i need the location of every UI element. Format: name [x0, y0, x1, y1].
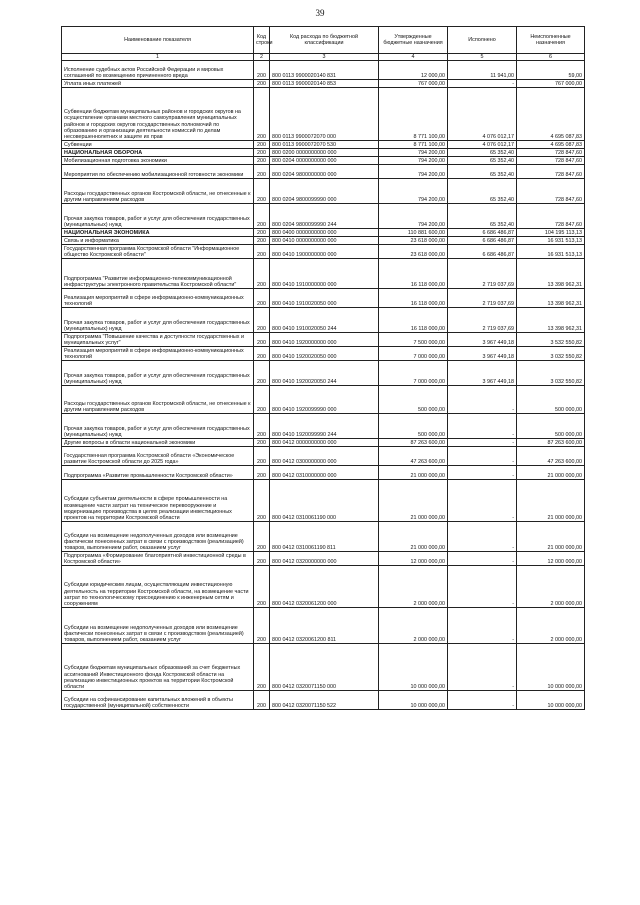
- row-approved-amount: 794 200,00: [379, 179, 448, 204]
- row-approved-amount: 500 000,00: [379, 386, 448, 414]
- row-executed-amount: -: [448, 566, 517, 608]
- row-expense-code: 800 0412 0310061190 000: [270, 480, 379, 522]
- row-executed-amount: -: [448, 522, 517, 552]
- row-approved-amount: 794 200,00: [379, 204, 448, 229]
- row-executed-amount: 3 967 449,18: [448, 347, 517, 361]
- row-unexecuted-amount: 21 000 000,00: [517, 480, 585, 522]
- row-approved-amount: 767 000,00: [379, 80, 448, 88]
- row-expense-code: 800 0113 9900020140 853: [270, 80, 379, 88]
- row-approved-amount: 10 000 000,00: [379, 691, 448, 710]
- row-line-code: 200: [254, 608, 270, 644]
- row-approved-amount: 10 000 000,00: [379, 644, 448, 691]
- row-unexecuted-amount: 500 000,00: [517, 414, 585, 439]
- table-row: [62, 644, 585, 691]
- row-approved-amount: 2 000 000,00: [379, 566, 448, 608]
- row-executed-amount: 2 719 037,69: [448, 289, 517, 308]
- row-expense-code: 800 0410 0000000000 000: [270, 237, 379, 245]
- row-line-code: 200: [254, 61, 270, 80]
- table-header-row: [62, 27, 585, 54]
- table-row: [62, 157, 585, 165]
- row-executed-amount: 3 967 449,18: [448, 333, 517, 347]
- row-indicator-name: Субсидии юридическим лицам, осуществляющим инвестиционную деятельность на территории Костромской области, на возмещение части затрат по технологическому присоединению к инженерным сетям и сооружениям: [62, 566, 254, 608]
- row-line-code: 200: [254, 165, 270, 179]
- row-unexecuted-amount: 87 263 600,00: [517, 439, 585, 447]
- table-row: [62, 480, 585, 522]
- header-unexecuted: Неисполненные назначения: [517, 27, 585, 54]
- table-row: [62, 414, 585, 439]
- table-row: [62, 237, 585, 245]
- table-row: [62, 179, 585, 204]
- row-unexecuted-amount: 3 032 550,82: [517, 347, 585, 361]
- row-line-code: 200: [254, 361, 270, 386]
- row-line-code: 200: [254, 141, 270, 149]
- row-executed-amount: 2 719 037,69: [448, 259, 517, 289]
- row-executed-amount: -: [448, 691, 517, 710]
- row-indicator-name: Государственная программа Костромской области "Информационное общество Костромской области": [62, 245, 254, 259]
- row-expense-code: 800 0204 9800099990 000: [270, 179, 379, 204]
- column-number: 1: [62, 54, 254, 61]
- header-executed: Исполнено: [448, 27, 517, 54]
- table-row: [62, 61, 585, 80]
- row-unexecuted-amount: 16 931 513,13: [517, 245, 585, 259]
- row-expense-code: 800 0412 0000000000 000: [270, 439, 379, 447]
- row-indicator-name: Подпрограмма "Развитие информационно-телекоммуникационной инфраструктуры электронного правительства Костромской области": [62, 259, 254, 289]
- column-number: 5: [448, 54, 517, 61]
- row-unexecuted-amount: 59,00: [517, 61, 585, 80]
- row-unexecuted-amount: 104 195 113,13: [517, 229, 585, 237]
- table-row: [62, 439, 585, 447]
- table-body: [62, 61, 585, 710]
- row-indicator-name: Подпрограмма "Повышение качества и доступности государственных и муниципальных услуг": [62, 333, 254, 347]
- row-executed-amount: 6 686 486,87: [448, 245, 517, 259]
- row-unexecuted-amount: 728 847,60: [517, 149, 585, 157]
- row-unexecuted-amount: 728 847,60: [517, 204, 585, 229]
- table-row: [62, 259, 585, 289]
- row-expense-code: 800 0410 1920099990 244: [270, 414, 379, 439]
- row-line-code: 200: [254, 414, 270, 439]
- row-approved-amount: 47 263 600,00: [379, 447, 448, 466]
- row-expense-code: 800 0410 1910020050 000: [270, 289, 379, 308]
- row-unexecuted-amount: 728 847,60: [517, 165, 585, 179]
- row-expense-code: 800 0400 0000000000 000: [270, 229, 379, 237]
- row-expense-code: 800 0204 9800099990 244: [270, 204, 379, 229]
- row-indicator-name: Мероприятия по обеспечению мобилизационной готовности экономики: [62, 165, 254, 179]
- row-unexecuted-amount: 16 931 513,13: [517, 237, 585, 245]
- row-expense-code: 800 0412 0320071150 000: [270, 644, 379, 691]
- row-approved-amount: 8 771 100,00: [379, 88, 448, 141]
- column-number-row: [62, 54, 585, 61]
- row-indicator-name: Субвенции бюджетам муниципальных районов и городских округов на осуществление органами местного самоуправления муниципальных районов и городских округов государственных полномочий по образованию и организации деятельности комиссий по делам несовершеннолетних и защите их прав: [62, 88, 254, 141]
- row-approved-amount: 87 263 600,00: [379, 439, 448, 447]
- row-line-code: 200: [254, 289, 270, 308]
- row-expense-code: 800 0410 1920020050 244: [270, 361, 379, 386]
- row-executed-amount: 65 352,40: [448, 157, 517, 165]
- column-number: 6: [517, 54, 585, 61]
- row-executed-amount: 6 686 486,87: [448, 229, 517, 237]
- row-unexecuted-amount: 500 000,00: [517, 386, 585, 414]
- table-row: [62, 149, 585, 157]
- row-expense-code: 800 0410 1910020050 244: [270, 308, 379, 333]
- row-expense-code: 800 0113 9900072070 530: [270, 141, 379, 149]
- row-line-code: 200: [254, 552, 270, 566]
- row-approved-amount: 500 000,00: [379, 414, 448, 439]
- row-unexecuted-amount: 13 398 962,31: [517, 259, 585, 289]
- table-row: [62, 552, 585, 566]
- row-line-code: 200: [254, 229, 270, 237]
- row-expense-code: 800 0410 1920099990 000: [270, 386, 379, 414]
- page-number: 39: [315, 8, 325, 18]
- row-indicator-name: Расходы государственных органов Костромской области, не отнесенные к другим направлениям расходов: [62, 179, 254, 204]
- row-executed-amount: 2 719 037,69: [448, 308, 517, 333]
- row-expense-code: 800 0412 0300000000 000: [270, 447, 379, 466]
- table-row: [62, 308, 585, 333]
- row-indicator-name: Государственная программа Костромской области «Экономическое развитие Костромской области до 2025 года»: [62, 447, 254, 466]
- row-line-code: 200: [254, 80, 270, 88]
- table-row: [62, 566, 585, 608]
- row-approved-amount: 21 000 000,00: [379, 522, 448, 552]
- row-executed-amount: 65 352,40: [448, 179, 517, 204]
- row-indicator-name: НАЦИОНАЛЬНАЯ ОБОРОНА: [62, 149, 254, 157]
- row-executed-amount: -: [448, 480, 517, 522]
- row-executed-amount: 65 352,40: [448, 165, 517, 179]
- table-row: [62, 522, 585, 552]
- row-executed-amount: -: [448, 552, 517, 566]
- table-row: [62, 80, 585, 88]
- row-approved-amount: 8 771 100,00: [379, 141, 448, 149]
- row-expense-code: 800 0412 0310061190 811: [270, 522, 379, 552]
- row-unexecuted-amount: 3 532 550,82: [517, 333, 585, 347]
- row-unexecuted-amount: 728 847,60: [517, 157, 585, 165]
- row-line-code: 200: [254, 308, 270, 333]
- row-line-code: 200: [254, 259, 270, 289]
- row-approved-amount: 16 118 000,00: [379, 308, 448, 333]
- row-indicator-name: Исполнение судебных актов Российской Федерации и мировых соглашений по возмещению причиненного вреда: [62, 61, 254, 80]
- table-row: [62, 229, 585, 237]
- row-line-code: 200: [254, 566, 270, 608]
- row-approved-amount: 110 881 600,00: [379, 229, 448, 237]
- row-unexecuted-amount: 4 695 087,83: [517, 88, 585, 141]
- row-approved-amount: 794 200,00: [379, 157, 448, 165]
- table-row: [62, 245, 585, 259]
- row-line-code: 200: [254, 245, 270, 259]
- row-approved-amount: 12 000 000,00: [379, 552, 448, 566]
- row-executed-amount: 65 352,40: [448, 204, 517, 229]
- table-row: [62, 608, 585, 644]
- column-number: 3: [270, 54, 379, 61]
- row-line-code: 200: [254, 386, 270, 414]
- row-approved-amount: 12 000,00: [379, 61, 448, 80]
- row-indicator-name: Другие вопросы в области национальной экономики: [62, 439, 254, 447]
- row-unexecuted-amount: 728 847,60: [517, 179, 585, 204]
- row-approved-amount: 794 200,00: [379, 165, 448, 179]
- row-approved-amount: 16 118 000,00: [379, 259, 448, 289]
- row-unexecuted-amount: 13 398 962,31: [517, 308, 585, 333]
- table-row: [62, 204, 585, 229]
- row-approved-amount: 23 618 000,00: [379, 237, 448, 245]
- table-row: [62, 333, 585, 347]
- row-unexecuted-amount: 4 695 087,83: [517, 141, 585, 149]
- row-unexecuted-amount: 767 000,00: [517, 80, 585, 88]
- row-indicator-name: Субсидии на софинансирование капитальных вложений в объекты государственной (муниципальной) собственности: [62, 691, 254, 710]
- row-executed-amount: -: [448, 447, 517, 466]
- row-line-code: 200: [254, 691, 270, 710]
- row-expense-code: 800 0412 0320000000 000: [270, 552, 379, 566]
- row-expense-code: 800 0410 1900000000 000: [270, 245, 379, 259]
- row-line-code: 200: [254, 179, 270, 204]
- row-expense-code: 800 0412 0320061200 000: [270, 566, 379, 608]
- table-row: [62, 447, 585, 466]
- table-row: [62, 289, 585, 308]
- row-line-code: 200: [254, 88, 270, 141]
- row-approved-amount: 7 000 000,00: [379, 347, 448, 361]
- row-line-code: 200: [254, 347, 270, 361]
- row-indicator-name: Прочая закупка товаров, работ и услуг для обеспечения государственных (муниципальных) нужд: [62, 204, 254, 229]
- row-approved-amount: 21 000 000,00: [379, 480, 448, 522]
- row-expense-code: 800 0200 0000000000 000: [270, 149, 379, 157]
- row-approved-amount: 2 000 000,00: [379, 608, 448, 644]
- row-unexecuted-amount: 21 000 000,00: [517, 466, 585, 480]
- row-line-code: 200: [254, 149, 270, 157]
- row-expense-code: 800 0410 1920000000 000: [270, 333, 379, 347]
- row-line-code: 200: [254, 522, 270, 552]
- table-row: [62, 386, 585, 414]
- header-line-code: Код строки: [254, 27, 270, 54]
- row-expense-code: 800 0204 0000000000 000: [270, 157, 379, 165]
- budget-execution-table: [61, 26, 585, 710]
- table-row: [62, 88, 585, 141]
- row-expense-code: 800 0410 1920020050 000: [270, 347, 379, 361]
- row-line-code: 200: [254, 480, 270, 522]
- row-line-code: 200: [254, 204, 270, 229]
- row-indicator-name: Реализация мероприятий в сфере информационно-коммуникационных технологий: [62, 347, 254, 361]
- row-unexecuted-amount: 2 000 000,00: [517, 608, 585, 644]
- row-executed-amount: 65 352,40: [448, 149, 517, 157]
- row-executed-amount: 6 686 486,87: [448, 237, 517, 245]
- row-expense-code: 800 0410 1910000000 000: [270, 259, 379, 289]
- row-executed-amount: -: [448, 439, 517, 447]
- row-approved-amount: 794 200,00: [379, 149, 448, 157]
- row-executed-amount: -: [448, 608, 517, 644]
- row-unexecuted-amount: 47 263 600,00: [517, 447, 585, 466]
- row-approved-amount: 7 000 000,00: [379, 361, 448, 386]
- row-indicator-name: Подпрограмма «Формирование благоприятной инвестиционной среды в Костромской области»: [62, 552, 254, 566]
- column-number: 4: [379, 54, 448, 61]
- row-line-code: 200: [254, 439, 270, 447]
- row-expense-code: 800 0412 0310000000 000: [270, 466, 379, 480]
- row-executed-amount: -: [448, 386, 517, 414]
- row-indicator-name: Реализация мероприятий в сфере информационно-коммуникационных технологий: [62, 289, 254, 308]
- row-line-code: 200: [254, 237, 270, 245]
- row-unexecuted-amount: 13 398 962,31: [517, 289, 585, 308]
- row-approved-amount: 21 000 000,00: [379, 466, 448, 480]
- row-unexecuted-amount: 2 000 000,00: [517, 566, 585, 608]
- header-indicator-name: Наименование показателя: [62, 27, 254, 54]
- header-approved: Утвержденные бюджетные назначения: [379, 27, 448, 54]
- column-number: 2: [254, 54, 270, 61]
- table-row: [62, 141, 585, 149]
- row-indicator-name: Расходы государственных органов Костромской области, не отнесенные к другим направлениям расходов: [62, 386, 254, 414]
- table-row: [62, 347, 585, 361]
- row-expense-code: 800 0412 0320071150 522: [270, 691, 379, 710]
- row-indicator-name: Прочая закупка товаров, работ и услуг для обеспечения государственных (муниципальных) нужд: [62, 308, 254, 333]
- table-row: [62, 361, 585, 386]
- row-line-code: 200: [254, 157, 270, 165]
- row-expense-code: 800 0113 9900072070 000: [270, 88, 379, 141]
- row-executed-amount: -: [448, 80, 517, 88]
- row-indicator-name: Субсидии субъектам деятельности в сфере промышленности на возмещение части затрат на техническое перевооружение и модернизацию производства в целях реализации инвестиционных проектов на территории Костромской области: [62, 480, 254, 522]
- row-indicator-name: НАЦИОНАЛЬНАЯ ЭКОНОМИКА: [62, 229, 254, 237]
- table-row: [62, 165, 585, 179]
- row-executed-amount: 3 967 449,18: [448, 361, 517, 386]
- row-indicator-name: Мобилизационная подготовка экономики: [62, 157, 254, 165]
- row-approved-amount: 16 118 000,00: [379, 289, 448, 308]
- row-indicator-name: Подпрограмма «Развитие промышленности Костромской области»: [62, 466, 254, 480]
- row-line-code: 200: [254, 447, 270, 466]
- row-approved-amount: 23 618 000,00: [379, 245, 448, 259]
- row-unexecuted-amount: 21 000 000,00: [517, 522, 585, 552]
- row-line-code: 200: [254, 333, 270, 347]
- row-indicator-name: Прочая закупка товаров, работ и услуг для обеспечения государственных (муниципальных) нужд: [62, 414, 254, 439]
- row-indicator-name: Прочая закупка товаров, работ и услуг для обеспечения государственных (муниципальных) нужд: [62, 361, 254, 386]
- row-executed-amount: -: [448, 466, 517, 480]
- row-unexecuted-amount: 3 032 550,82: [517, 361, 585, 386]
- row-indicator-name: Уплата иных платежей: [62, 80, 254, 88]
- table-row: [62, 466, 585, 480]
- row-line-code: 200: [254, 466, 270, 480]
- row-indicator-name: Связь и информатика: [62, 237, 254, 245]
- row-expense-code: 800 0204 9800000000 000: [270, 165, 379, 179]
- header-expense-code: Код расхода по бюджетной классификации: [270, 27, 379, 54]
- row-unexecuted-amount: 10 000 000,00: [517, 644, 585, 691]
- row-indicator-name: Субсидии на возмещение недополученных доходов или возмещение фактически понесенных затрат в связи с производством (реализацией) товаров, выполнением работ, оказанием услуг: [62, 608, 254, 644]
- row-expense-code: 800 0113 9900020140 831: [270, 61, 379, 80]
- row-indicator-name: Субвенции: [62, 141, 254, 149]
- row-executed-amount: 4 076 012,17: [448, 88, 517, 141]
- row-expense-code: 800 0412 0320061200 811: [270, 608, 379, 644]
- row-unexecuted-amount: 12 000 000,00: [517, 552, 585, 566]
- row-unexecuted-amount: 10 000 000,00: [517, 691, 585, 710]
- row-executed-amount: 11 941,00: [448, 61, 517, 80]
- row-line-code: 200: [254, 644, 270, 691]
- table-row: [62, 691, 585, 710]
- row-executed-amount: -: [448, 414, 517, 439]
- row-executed-amount: 4 076 012,17: [448, 141, 517, 149]
- row-approved-amount: 7 500 000,00: [379, 333, 448, 347]
- row-indicator-name: Субсидии на возмещение недополученных доходов или возмещение фактически понесенных затрат в связи с производством (реализацией) товаров, выполнением работ, оказанием услуг: [62, 522, 254, 552]
- row-indicator-name: Субсидии бюджетам муниципальных образований за счет бюджетных ассигнований Инвестиционного фонда Костромской области на реализацию инвестиционных проектов на территории Костромской области: [62, 644, 254, 691]
- row-executed-amount: -: [448, 644, 517, 691]
